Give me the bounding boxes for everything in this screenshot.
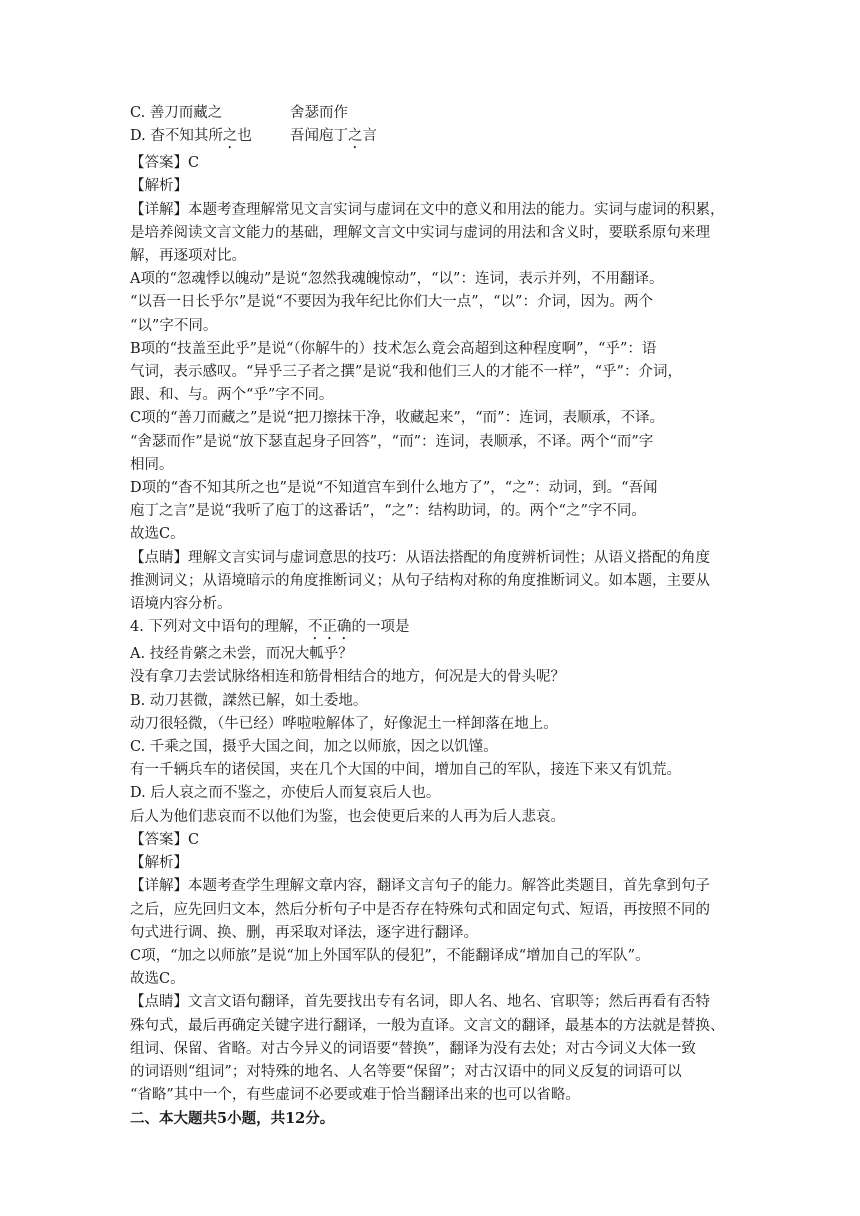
option-d-left: D. 杳不知其所之也 [130,128,252,145]
detail-line: 之后，应先回归文本，然后分析句子中是否存在特殊句式和固定句式、短语，再按照不同的 [130,901,710,918]
emphasis-text: 不正确 [307,619,352,636]
q4-option-translation: 动刀很轻微，（牛已经）哗啦啦解体了，好像泥土一样卸落在地上。 [130,715,558,732]
document-page [130,102,730,1131]
detail-line: C项，“加之以师旅”是说“加上外国军队的侵犯”，不能翻译成“增加自己的军队”。 [130,947,650,964]
q4-option-original: D. 后人哀之而不鉴之，亦使后人而复哀后人也。 [130,785,441,802]
q4-option-original: B. 动刀甚微，謋然已解，如土委地。 [130,692,368,709]
tips-line: 【点睛】文言文语句翻译，首先要找出专有名词，即人名、地名、官职等；然后再看有否特 [130,994,710,1011]
q3-tips [130,547,730,617]
tips-line: 推测词义；从语境暗示的角度推断词义；从句子结构对称的角度推断词义。如本题，主要从 [130,572,710,589]
q4-option-translation: 没有拿刀去尝试脉络相连和筋骨相结合的地方，何况是大的骨头呢？ [130,669,565,686]
tips-line: 殊句式，最后再确定关键字进行翻译，一般为直译。文言文的翻译，最基本的方法就是替换、 [130,1017,725,1034]
q4-analysis-label: 【解析】 [130,855,188,872]
q3-analysis-label: 【解析】 [130,178,188,195]
q4-stem: 4. 下列对文中语句的理解，不正确的一项是 [130,619,410,636]
detail-line: 【详解】本题考查理解常见文言实词与虚词在文中的意义和用法的能力。实词与虚词的积累， [130,201,725,218]
option-row-c [130,102,730,125]
q4-option-translation: 后人为他们悲哀而不以他们为鉴，也会使更后来的人再为后人悲哀。 [130,808,565,825]
detail-line: 句式进行调、换、删，再采取对译法，逐字进行翻译。 [130,924,478,941]
detail-line: C项的“善刀而藏之”是说“把刀擦抹干净，收藏起来”，“而”：连词，表顺承，不译。 [130,410,665,427]
detail-line: 故选C。 [130,526,185,543]
option-row-d [130,125,730,152]
detail-line: “舍瑟而作”是说“放下瑟直起身子回答”，“而”：连词，表顺承，不译。两个“而”字 [130,433,654,450]
q4-tips [130,991,730,1107]
section-heading: 二、本大题共5小题，共12分。 [130,1110,335,1128]
q4-option-translation: 有一千辆兵车的诸侯国，夹在几个大国的中间，增加自己的军队，接连下来又有饥荒。 [130,762,681,779]
detail-line: 故选C。 [130,971,185,988]
detail-line: 跟、和、与。两个“乎”字不同。 [130,387,334,404]
q3-detail [130,199,730,547]
detail-line: 是培养阅读文言文能力的基础，理解文言文中实词与虚词的用法和含义时，要联系原句来理 [130,224,710,241]
tips-line: 的词语则“组词”；对特殊的地名、人名等要“保留”；对古汉语中的同义反复的词语可以 [130,1063,682,1080]
detail-line: 相同。 [130,456,174,473]
q4-option-original: A. 技经肯綮之未尝，而况大軱乎？ [130,646,353,663]
option-d-right: 吾闻庖丁之言 [290,128,377,145]
q4-options [130,643,730,829]
detail-line: 解，再逐项对比。 [130,248,246,265]
emphasis-char: 之 [222,128,238,145]
detail-line: 【详解】本题考查学生理解文章内容，翻译文言句子的能力。解答此类题目，首先拿到句子 [130,878,710,895]
tips-line: 【点睛】理解文言实词与虚词意思的技巧：从语法搭配的角度辨析词性；从语义搭配的角度 [130,549,710,566]
q4-answer: 【答案】C [130,831,200,848]
q3-answer: 【答案】C [130,155,200,172]
detail-line: A项的“忽魂悸以魄动”是说“忽然我魂魄惊动”，“以”：连词，表示并列，不用翻译。 [130,271,664,288]
detail-line: 气词，表示感叹。“异乎三子者之撰”是说“我和他们三人的才能不一样”，“乎”：介词， [130,364,682,381]
option-c-right: 舍瑟而作 [290,105,348,121]
tips-line: 组词、保留、省略。对古今异义的词语要“替换”，翻译为没有去处；对古今词义大体一致 [130,1040,696,1057]
detail-line: D项的“杳不知其所之也”是说“不知道宫车到什么地方了”，“之”：动词，到。“吾闻 [130,480,658,497]
tips-line: “省略”其中一个，有些虚词不必要或难于恰当翻译出来的也可以省略。 [130,1087,580,1104]
q4-option-original: C. 千乘之国，摄乎大国之间，加之以师旅，因之以饥馑。 [130,739,498,756]
option-c-left: C. 善刀而藏之 [130,105,223,121]
emphasis-char: 之 [348,128,363,145]
detail-line: 庖丁之言”是说“我听了庖丁的这番话”，“之”：结构助词，的。两个“之”字不同。 [130,503,646,520]
detail-line: “以吾一日长乎尔”是说“不要因为我年纪比你们大一点”，“以”：介词，因为。两个 [130,294,653,311]
detail-line: “以”字不同。 [130,317,218,334]
q4-detail [130,875,730,991]
detail-line: B项的“技盖至此乎”是说“（你解牛的）技术怎么竟会高超到这种程度啊”，“乎”：语 [130,340,657,357]
tips-line: 语境内容分析。 [130,596,232,613]
